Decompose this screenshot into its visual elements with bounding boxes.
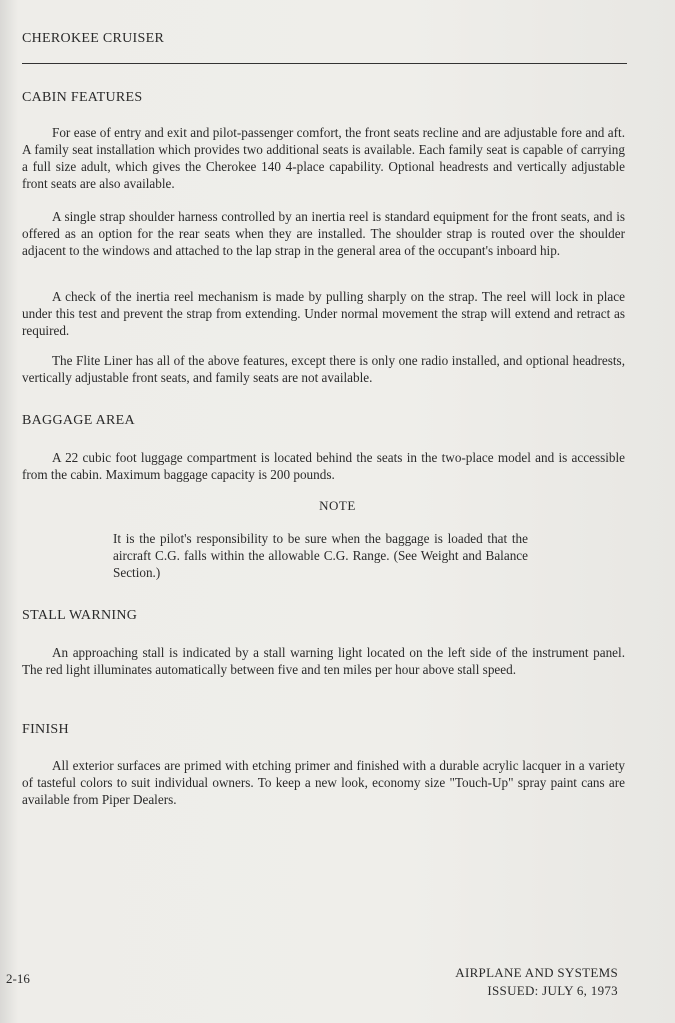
- note-body: It is the pilot's responsibility to be sure when the baggage is loaded that the aircraft C.G. falls within the allowable C.G. Range. (See Weight and Balance Section.): [113, 531, 528, 580]
- footer-issued-date: ISSUED: JULY 6, 1973: [487, 983, 618, 998]
- cabin-paragraph-3: A check of the inertia reel mechanism is made by pulling sharply on the strap. The reel will lock in place under this test and prevent the strap from extending. Under normal movement the strap will extend and retract as required.: [22, 289, 625, 338]
- cabin-paragraph-4: The Flite Liner has all of the above features, except there is only one radio installed, and optional headrests, vertically adjustable front seats, and family seats are not available.: [22, 353, 625, 385]
- stall-warning-heading: STALL WARNING: [22, 608, 138, 623]
- finish-heading: FINISH: [22, 722, 69, 737]
- stall-warning-paragraph: An approaching stall is indicated by a stall warning light located on the left side of the instrument panel. The red light illuminates automatically between five and ten miles per hour above stall speed.: [22, 645, 625, 677]
- baggage-area-heading: BAGGAGE AREA: [22, 413, 135, 428]
- note-title: NOTE: [319, 498, 356, 513]
- baggage-paragraph: A 22 cubic foot luggage compartment is located behind the seats in the two-place model and is accessible from the cabin. Maximum baggage capacity is 200 pounds.: [22, 450, 625, 482]
- cabin-paragraph-2: A single strap shoulder harness controlled by an inertia reel is standard equipment for the front seats, and is offered as an option for the rear seats when they are installed. The shoulder strap is routed over the shoulder adjacent to the windows and attached to the lap strap in the general area of the occupant's inboard hip.: [22, 209, 625, 258]
- page-footer: [455, 964, 618, 1000]
- cabin-paragraph-1: For ease of entry and exit and pilot-passenger comfort, the front seats recline and are adjustable fore and aft. A family seat installation which provides two additional seats is available. Each family seat is capable of carrying a full size adult, which gives the Cherokee 140 4-place capability. Optional headrests and vertically adjustable front seats are also available.: [22, 125, 625, 191]
- page-number: 2-16: [6, 971, 30, 986]
- cabin-features-heading: CABIN FEATURES: [22, 90, 143, 105]
- header-rule: [22, 63, 627, 64]
- finish-paragraph: All exterior surfaces are primed with etching primer and finished with a durable acrylic lacquer in a variety of tasteful colors to suit individual owners. To keep a new look, economy size "Touch-Up" spray paint cans are available from Piper Dealers.: [22, 758, 625, 807]
- footer-section-title: AIRPLANE AND SYSTEMS: [455, 965, 618, 980]
- page-header: CHEROKEE CRUISER: [22, 31, 165, 46]
